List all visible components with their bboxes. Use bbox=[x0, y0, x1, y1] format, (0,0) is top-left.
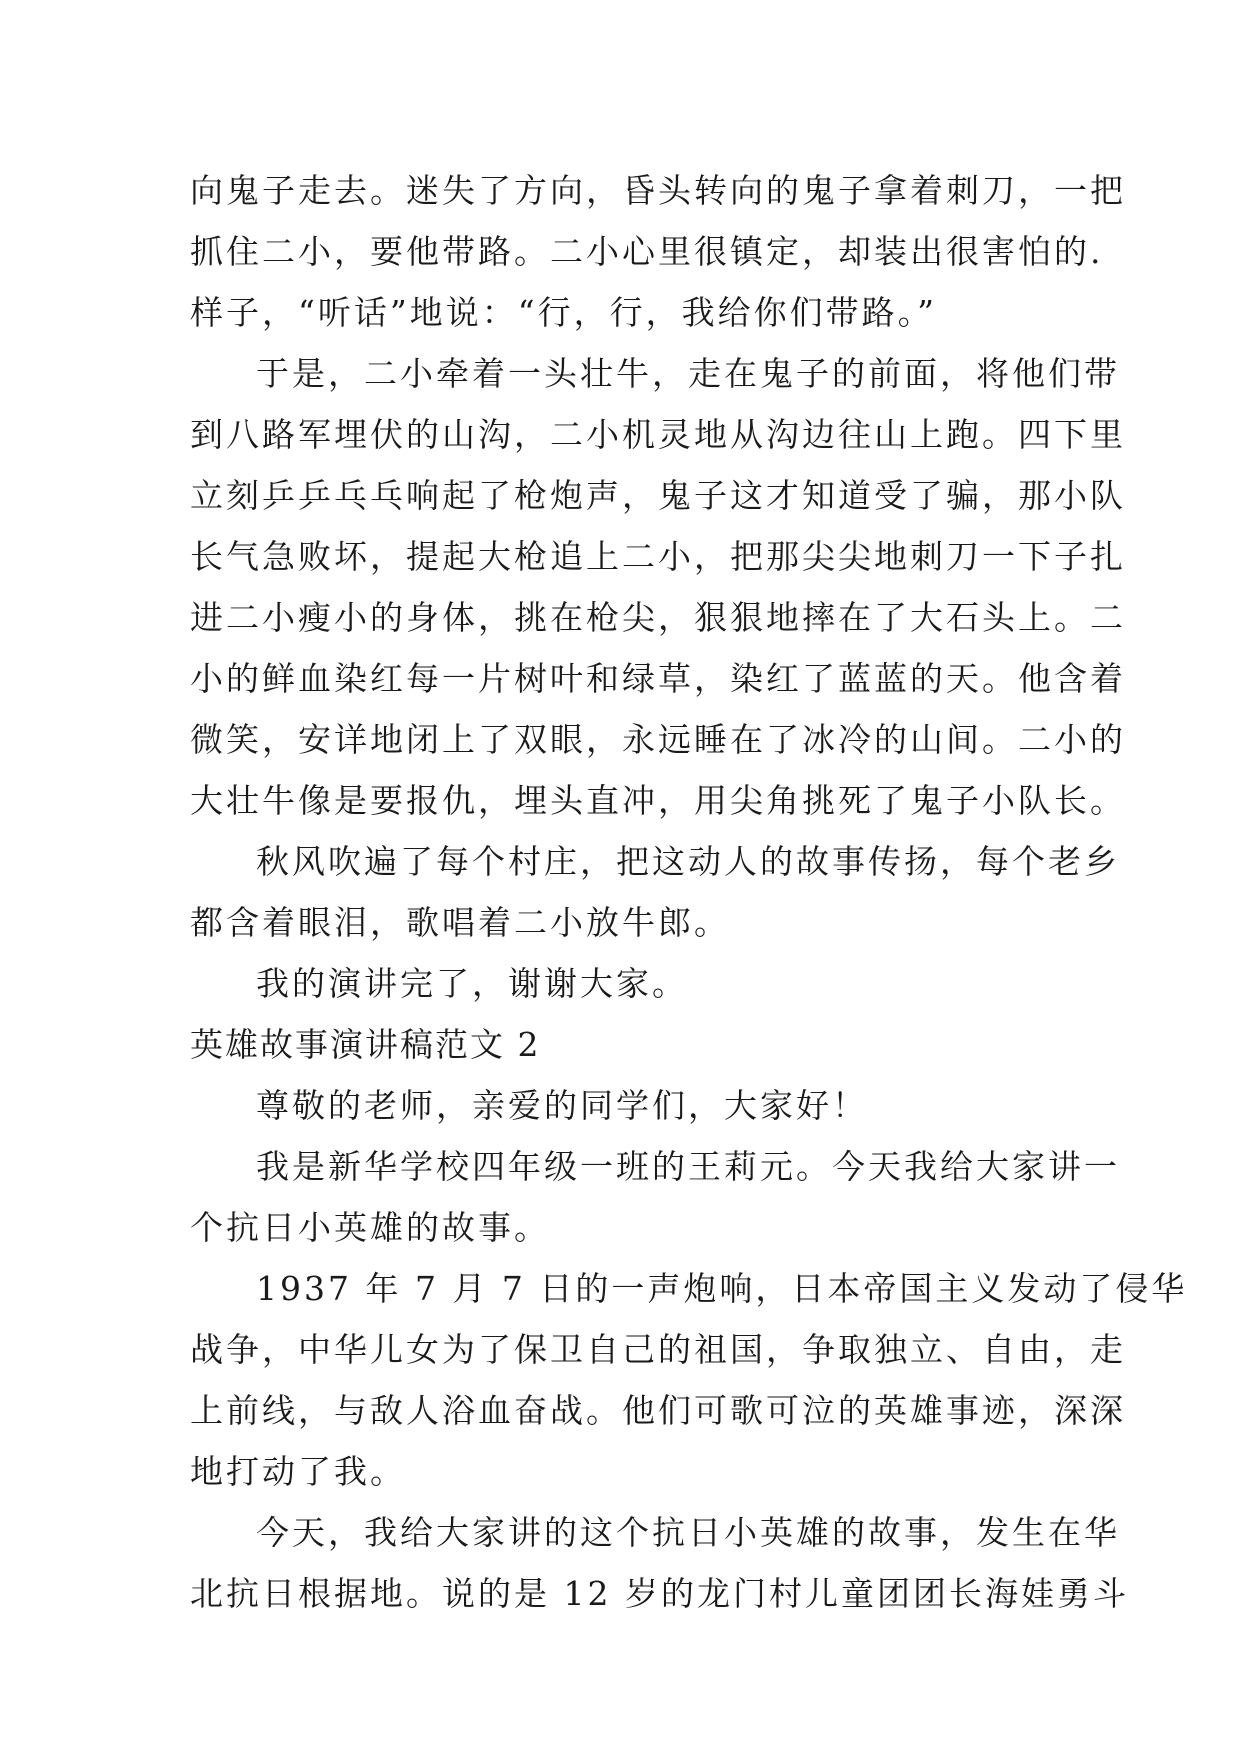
document-body bbox=[190, 160, 1188, 1624]
text-line: 北抗日根据地。说的是 12 岁的龙门村儿童团团长海娃勇斗 bbox=[190, 1574, 1129, 1613]
text-line: 样子，“听话”地说：“行，行，我给你们带路。” bbox=[190, 293, 937, 332]
text-line: 进二小瘦小的身体，挑在枪尖，狠狠地摔在了大石头上。二 bbox=[190, 598, 1126, 637]
text-line: 上前线，与敌人浴血奋战。他们可歌可泣的英雄事迹，深深 bbox=[190, 1391, 1126, 1430]
paragraph-start-line: 1937 年 7 月 7 日的一声炮响，日本帝国主义发动了侵华 bbox=[256, 1269, 1188, 1308]
text-line: 小的鲜血染红每一片树叶和绿草，染红了蓝蓝的天。他含着 bbox=[190, 659, 1126, 698]
text-line: 战争，中华儿女为了保卫自己的祖国，争取独立、自由，走 bbox=[190, 1330, 1126, 1369]
text-line: 向鬼子走去。迷失了方向，昏头转向的鬼子拿着刺刀，一把 bbox=[190, 171, 1126, 210]
paragraph-start-line: 我的演讲完了，谢谢大家。 bbox=[256, 964, 688, 1003]
text-line: 大壮牛像是要报仇，埋头直冲，用尖角挑死了鬼子小队长。 bbox=[190, 781, 1126, 820]
paragraph-start-line: 我是新华学校四年级一班的王莉元。今天我给大家讲一 bbox=[256, 1147, 1120, 1186]
text-line: 微笑，安详地闭上了双眼，永远睡在了冰冷的山间。二小的 bbox=[190, 720, 1126, 759]
paragraph-start-line: 于是，二小牵着一头壮牛，走在鬼子的前面，将他们带 bbox=[256, 354, 1120, 393]
text-line: 地打动了我。 bbox=[190, 1452, 406, 1491]
text-line: 抓住二小，要他带路。二小心里很镇定，却装出很害怕的. bbox=[190, 232, 1104, 271]
section-heading: 英雄故事演讲稿范文 2 bbox=[190, 1025, 541, 1064]
paragraph-start-line: 尊敬的老师，亲爱的同学们，大家好！ bbox=[256, 1086, 868, 1125]
text-line: 个抗日小英雄的故事。 bbox=[190, 1208, 550, 1247]
paragraph-start-line: 今天，我给大家讲的这个抗日小英雄的故事，发生在华 bbox=[256, 1513, 1120, 1552]
text-line: 到八路军埋伏的山沟，二小机灵地从沟边往山上跑。四下里 bbox=[190, 415, 1126, 454]
text-line: 长气急败坏，提起大枪追上二小，把那尖尖地刺刀一下子扎 bbox=[190, 537, 1126, 576]
text-line: 立刻乒乒乓乓响起了枪炮声，鬼子这才知道受了骗，那小队 bbox=[190, 476, 1126, 515]
paragraph-start-line: 秋风吹遍了每个村庄，把这动人的故事传扬，每个老乡 bbox=[256, 842, 1120, 881]
text-line: 都含着眼泪，歌唱着二小放牛郎。 bbox=[190, 903, 730, 942]
